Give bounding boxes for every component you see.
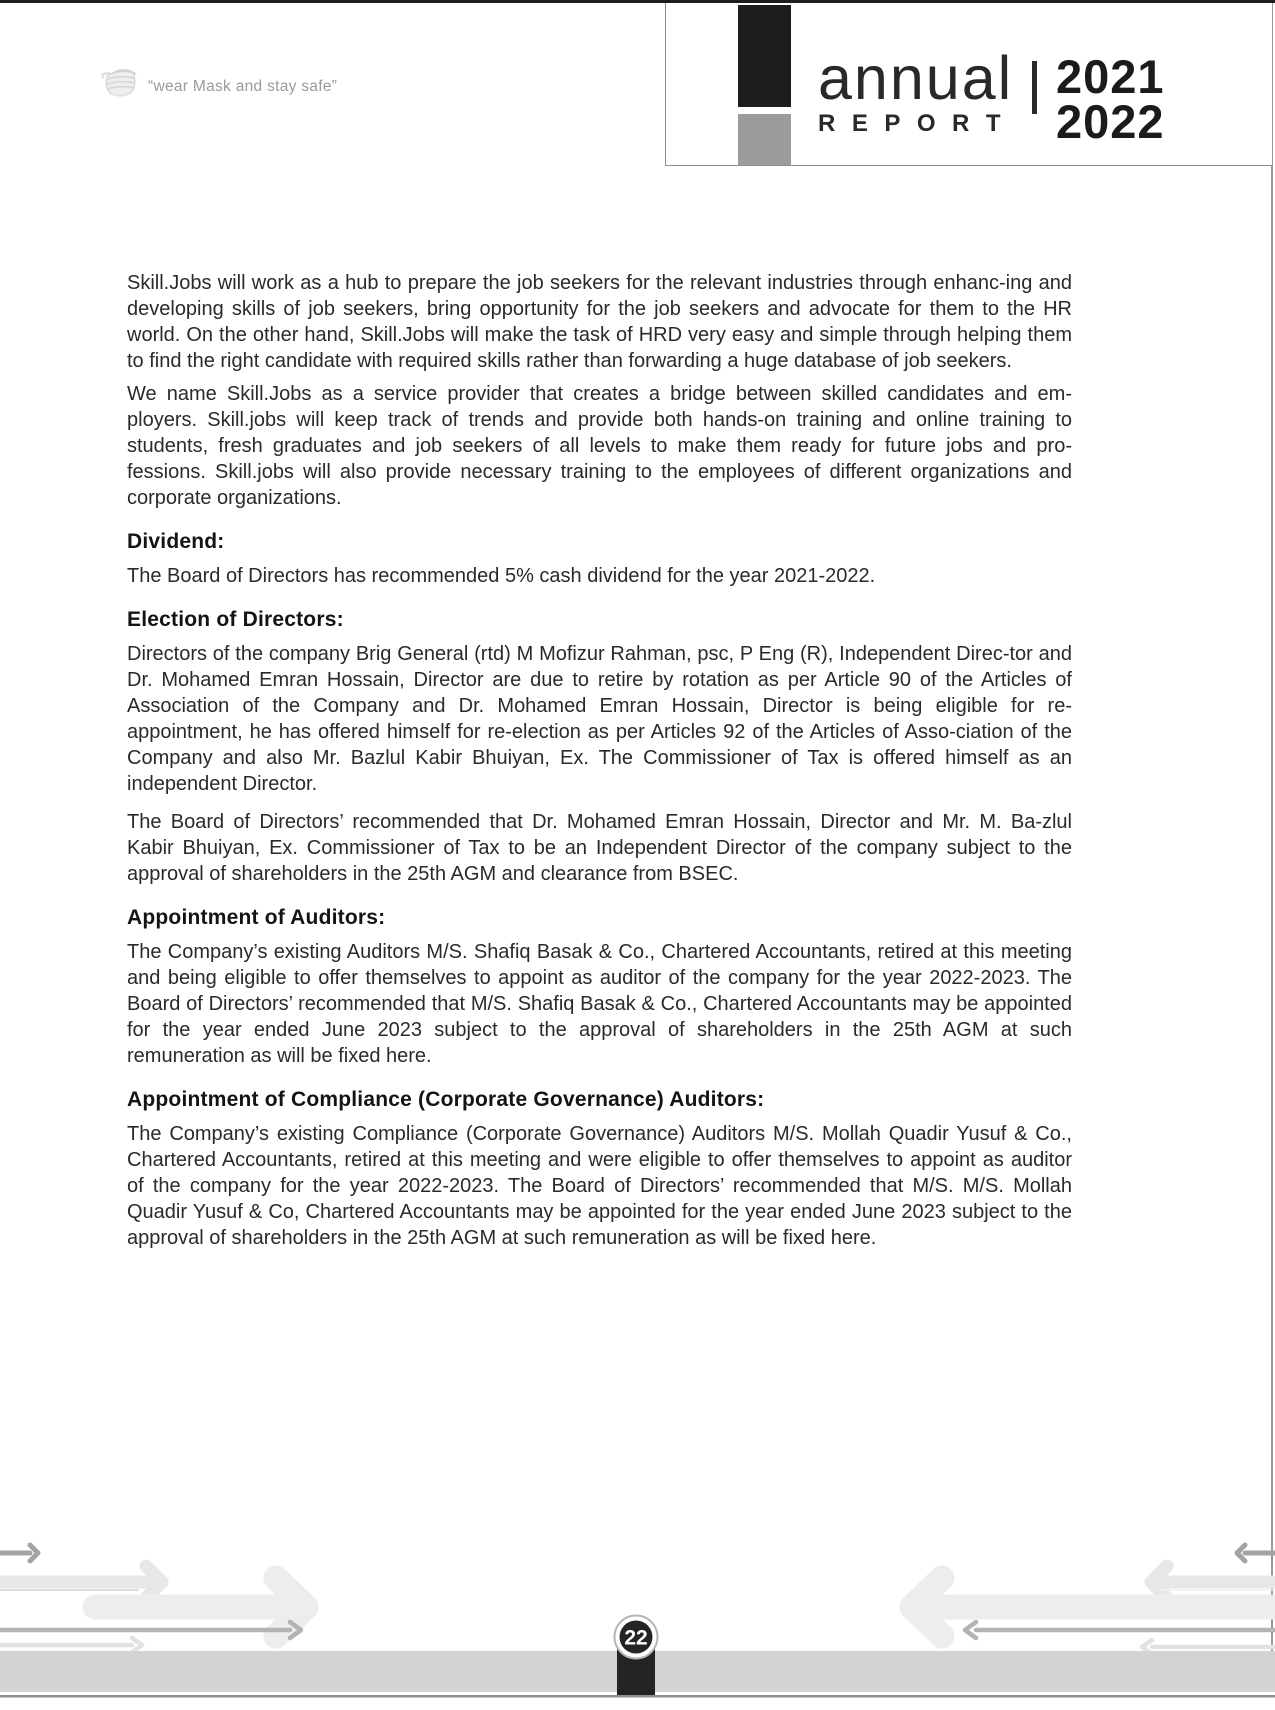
paragraph-election-1: Directors of the company Brig General (rtd) M Mofizur Rahman, psc, P Eng (R), Independent Direc-tor and Dr. Mohamed Emran Hossain, Director are due to retire by rotation as per Article 90 of the Articles of Association of the Company and Dr. Mohamed Emran Hossain, Director is being eligible for re-appointment, he has offered himself for re-election as per Articles 92 of the Articles of Asso-ciation of the Company and also Mr. Bazlul Kabir Bhuiyan, Ex. The Commissioner of Tax is offered himself as an independent Director. xyxy=(127,643,1072,795)
arrows-left-cluster xyxy=(0,1545,306,1652)
logo-gray-rectangle xyxy=(738,114,791,165)
paragraph-auditors: The Company’s existing Auditors M/S. Shafiq Basak & Co., Chartered Accountants, retired at this meeting and being eligible to offer themselves to appoint as auditor of the company for the year 2022-2023. The Board of Directors’ recommended that M/S. Shafiq Basak & Co., Chartered Accountants may be appointed for the year ended June 2023 subject to the approval of shareholders in the 25th AGM at such remuneration as will be fixed here. xyxy=(127,941,1072,1067)
logo-years xyxy=(1056,50,1165,148)
paragraph-election-2: The Board of Directors’ recommended that Dr. Mohamed Emran Hossain, Director and Mr. M. Ba-zlul Kabir Bhuiyan, Ex. Commissioner of Tax to be an Independent Director of the company subject to the approval of shareholders in the 25th AGM and clearance from BSEC. xyxy=(127,811,1072,885)
paragraph-skilljobs-hub: Skill.Jobs will work as a hub to prepare the job seekers for the relevant industries through enhanc-ing and developing skills of job seekers, bring opportunity for the job seekers and advocate for them to the HR world. On the other hand, Skill.Jobs will make the task of HRD very easy and simple through helping them to find the right candidate with required skills rather than forwarding a huge database of job seekers. xyxy=(127,272,1072,372)
page-number: 22 xyxy=(624,1626,648,1650)
footer-decoration xyxy=(0,1540,1275,1710)
page-right-border xyxy=(1271,3,1273,1651)
heading-compliance-auditors: Appointment of Compliance (Corporate Governance) Auditors: xyxy=(127,1088,765,1111)
arrows-right-cluster xyxy=(912,1545,1275,1654)
document-body xyxy=(127,270,1072,1258)
heading-appointment-of-auditors: Appointment of Auditors: xyxy=(127,906,386,929)
heading-dividend: Dividend: xyxy=(127,530,225,553)
logo-year-2021: 2021 xyxy=(1056,50,1165,103)
page-number-badge xyxy=(615,1616,658,1659)
annual-report-logo xyxy=(665,3,1272,166)
paragraph-skilljobs-service: We name Skill.Jobs as a service provider that creates a bridge between skilled candidates and em-ployers. Skill.jobs will keep track of trends and provide both hands-on training and online training to students, fresh graduates and job seekers of all levels to make them ready for future jobs and pro-fessions. Skill.jobs will also provide necessary training to the employees of different organizations and corporate organizations. xyxy=(127,383,1072,509)
mask-safety-note xyxy=(100,64,337,109)
mask-quote-text: “wear Mask and stay safe” xyxy=(148,77,338,95)
heading-election-of-directors: Election of Directors: xyxy=(127,608,344,631)
face-mask-icon xyxy=(100,64,144,109)
paragraph-compliance-auditors: The Company’s existing Compliance (Corporate Governance) Auditors M/S. Mollah Quadir Yusuf & Co., Chartered Accountants, retired at this meeting and were eligible to offer themselves to appoint as auditor of the company for the year 2022-2023. The Board of Directors’ recommended that M/S. M/S. Mollah Quadir Yusuf & Co, Chartered Accountants may be appointed for the year ended June 2023 subject to the approval of shareholders in the 25th AGM at such remuneration as will be fixed here. xyxy=(127,1123,1072,1249)
logo-word-report: REPORT xyxy=(818,110,1018,137)
logo-word-annual: annual xyxy=(818,44,1014,112)
logo-year-2022: 2022 xyxy=(1056,95,1165,148)
footer-bottom-rule xyxy=(0,1695,1275,1698)
logo-separator-bar xyxy=(1032,61,1037,114)
logo-wordmark xyxy=(818,44,1018,138)
paragraph-dividend: The Board of Directors has recommended 5% cash dividend for the year 2021-2022. xyxy=(127,565,876,587)
logo-black-rectangle xyxy=(738,5,791,107)
